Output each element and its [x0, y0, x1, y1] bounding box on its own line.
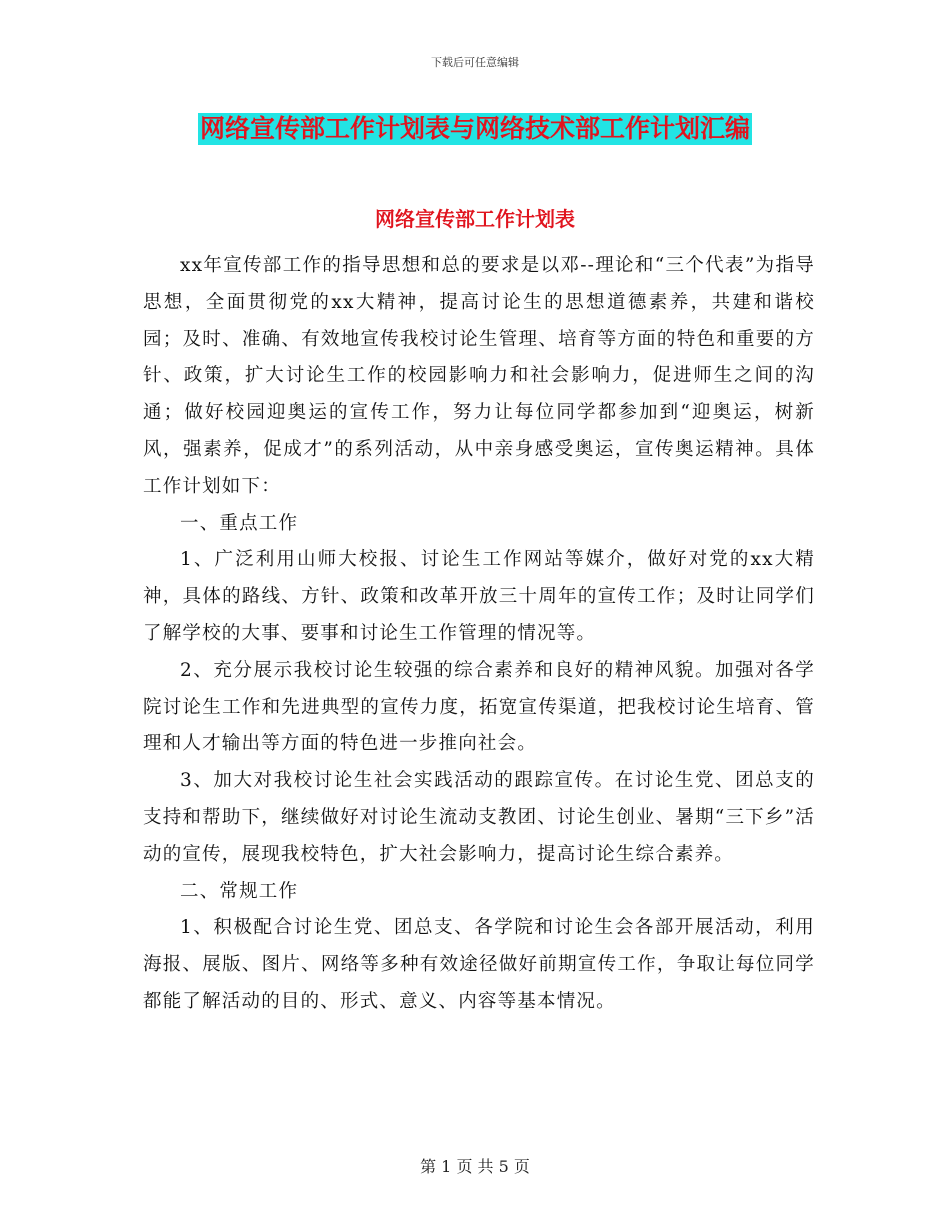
paragraph-key-2: 2、充分展示我校讨论生较强的综合素养和良好的精神风貌。加强对各学院讨论生工作和先进典型的宣传力度，拓宽宣传渠道，把我校讨论生培育、管理和人才输出等方面的特色进一步推向社会。 [143, 659, 815, 755]
paragraph-routine-1: 1、积极配合讨论生党、团总支、各学院和讨论生会各部开展活动，利用海报、展版、图片、网络等多种有效途径做好前期宣传工作，争取让每位同学都能了解活动的目的、形式、意义、内容等基本情况。 [143, 917, 815, 1012]
heading-routine-work: 二、常规工作 [180, 880, 299, 902]
paragraph-key-1: 1、广泛利用山师大校报、讨论生工作网站等媒介，做好对党的xx大精神，具体的路线、方针、政策和改革开放三十周年的宣传工作；及时让同学们了解学校的大事、要事和讨论生工作管理的情况等。 [143, 549, 815, 644]
paragraph-key-3: 3、加大对我校讨论生社会实践活动的跟踪宣传。在讨论生党、团总支的支持和帮助下，继续做好对讨论生流动支教团、讨论生创业、暑期“三下乡”活动的宣传，展现我校特色，扩大社会影响力，提高讨论生综合素养。 [143, 770, 815, 865]
heading-key-work: 一、重点工作 [180, 512, 299, 534]
section-title: 网络宣传部工作计划表 [375, 207, 575, 231]
paragraph-intro: xx年宣传部工作的指导思想和总的要求是以邓--理论和“三个代表”为指导思想，全面贯彻党的xx大精神，提高讨论生的思想道德素养，共建和谐校园；及时、准确、有效地宣传我校讨论生管理、培育等方面的特色和重要的方针、政策，扩大讨论生工作的校园影响力和社会影响力，促进师生之间的沟通；做好校园迎奥运的宣传工作，努力让每位同学都参加到“迎奥运，树新风，强素养，促成才”的系列活动，从中亲身感受奥运，宣传奥运精神。具体工作计划如下： [143, 255, 815, 497]
header-note: 下载后可任意编辑 [431, 56, 519, 69]
document-title-container [0, 113, 950, 145]
page-number-footer: 第 1 页 共 5 页 [420, 1157, 530, 1176]
document-body [143, 248, 815, 1021]
document-title: 网络宣传部工作计划表与网络技术部工作计划汇编 [199, 114, 750, 143]
